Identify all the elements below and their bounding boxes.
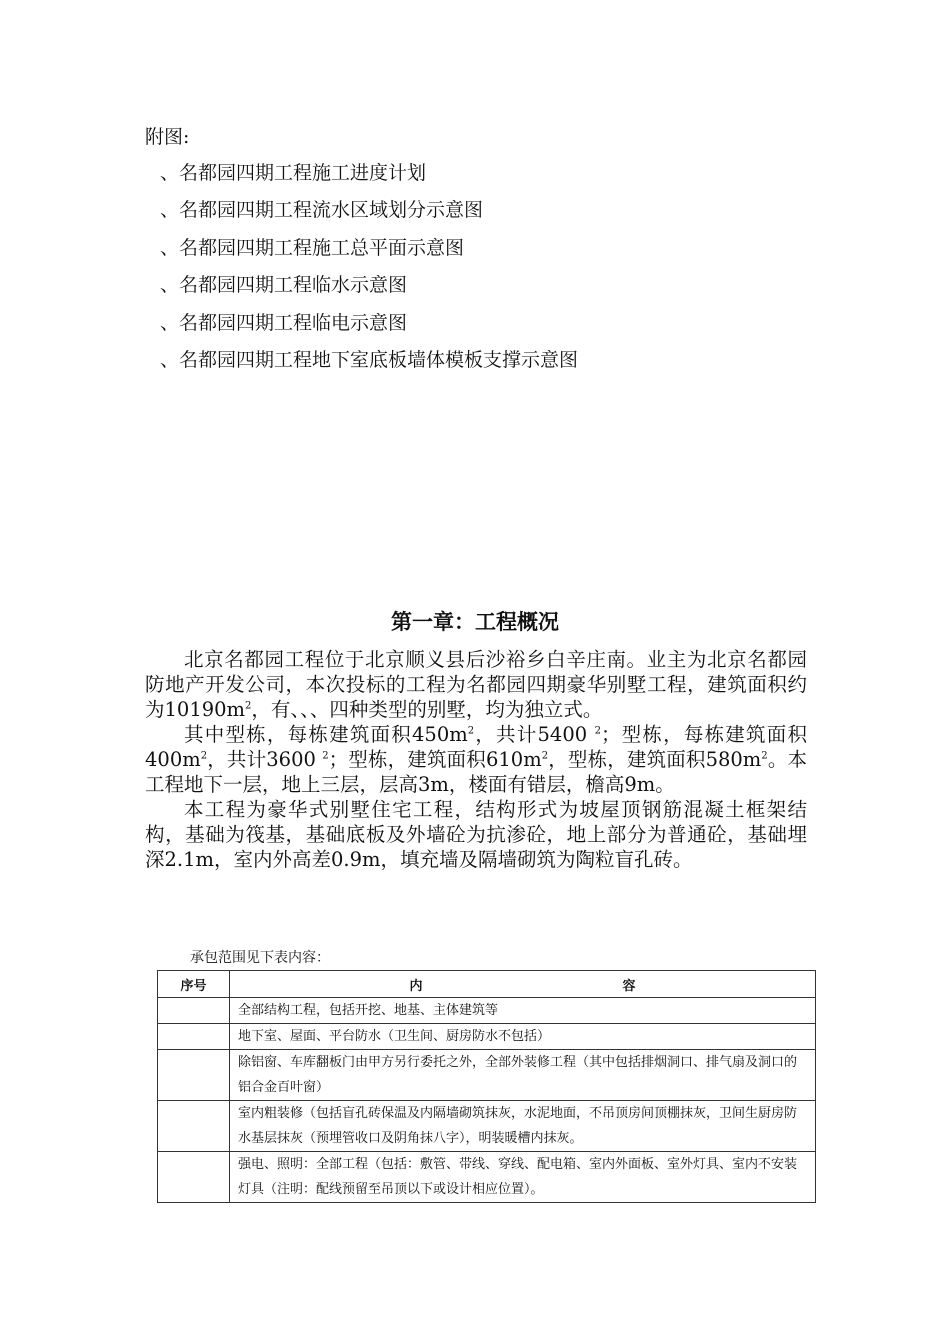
paragraph-structure: 本工程为豪华式别墅住宅工程，结构形式为坡屋顶钢筋混凝土框架结构，基础为筏基，基础底板及外墙砼为抗渗砼，地上部分为普通砼，基础埋深2.1m，室内外高差0.9m，填充墙及隔墙砌筑为陶粒盲孔砖。 (145, 798, 807, 871)
superscript: 2 (322, 750, 329, 762)
header-content-b: 容 (622, 978, 636, 994)
cell-num (158, 1050, 230, 1101)
text-run: ；型栋，每栋建筑面积400m (145, 723, 807, 771)
cell-num (158, 1101, 230, 1152)
superscript: 2 (245, 700, 252, 712)
scope-caption: 承包范围见下表内容： (190, 950, 330, 966)
appendix-item: 、名都园四期工程施工进度计划 (160, 162, 427, 184)
text-run: 北京名都园工程位于北京顺义县后沙裕乡白辛庄南。业主为北京名都园防地产开发公司，本次投标的工程为名都园四期豪华别墅工程，建筑面积约为10190m (145, 648, 807, 721)
scope-table (157, 970, 816, 1203)
paragraph-overview (145, 647, 807, 722)
cell-num (158, 1152, 230, 1203)
cell-content: 地下室、屋面、平台防水（卫生间、厨房防水不包括） (230, 1024, 816, 1050)
table-row (158, 1152, 816, 1203)
appendix-item: 、名都园四期工程施工总平面示意图 (160, 236, 465, 259)
table-row (158, 998, 816, 1024)
superscript: 2 (541, 750, 549, 762)
superscript: 2 (761, 750, 768, 762)
cell-num (158, 998, 230, 1024)
text-run: ，共计5400 (474, 723, 595, 746)
text-run: ，共计3600 (207, 748, 323, 771)
table-row (158, 1101, 816, 1152)
text-run: ，有、、、四种类型的别墅，均为独立式。 (251, 698, 603, 721)
superscript: 2 (594, 725, 601, 737)
header-num: 序号 (158, 971, 230, 998)
text-run: 其中型栋，每栋建筑面积450m (184, 723, 468, 746)
appendix-list (160, 160, 578, 384)
text-run: 。本工程地下一层，地上三层，层高3m，楼面有错层，檐高9m。 (145, 748, 807, 796)
appendix-item: 、名都园四期工程流水区域划分示意图 (160, 199, 484, 222)
cell-content: 强电、照明：全部工程（包括：敷管、带线、穿线、配电箱、室内外面板、室外灯具、室内不安装灯具（注明：配线预留至吊顶以下或设计相应位置）。 (230, 1152, 816, 1203)
cell-content: 室内粗装修（包括盲孔砖保温及内隔墙砌筑抹灰，水泥地面，不吊顶房间顶棚抹灰，卫间生厨房防水基层抹灰（预埋管收口及阴角抹八字），明装暖槽内抹灰。 (230, 1101, 816, 1152)
cell-num (158, 1024, 230, 1050)
table-row (158, 1024, 816, 1050)
paragraph-types (145, 722, 807, 797)
table-header-row (158, 971, 816, 998)
header-content-a: 内 (409, 978, 423, 994)
chapter-body (145, 647, 807, 872)
chapter-title: 第一章：工程概况 (391, 610, 559, 634)
superscript: 2 (467, 725, 475, 737)
appendix-item: 、名都园四期工程地下室底板墙体模板支撑示意图 (160, 348, 579, 371)
table-row (158, 1050, 816, 1101)
appendix-title: 附图: (145, 126, 190, 148)
cell-content: 除铝窗、车库翻板门由甲方另行委托之外，全部外装修工程（其中包括排烟洞口、排气扇及洞口的铝合金百叶窗） (230, 1050, 816, 1101)
cell-content: 全部结构工程，包括开挖、地基、主体建筑等 (230, 998, 816, 1024)
text-run: ，型栋，建筑面积580m (548, 748, 762, 771)
text-run: ；型栋，建筑面积610m (328, 748, 542, 771)
header-content (230, 971, 816, 998)
superscript: 2 (200, 750, 208, 762)
appendix-item: 、名都园四期工程临电示意图 (160, 311, 408, 334)
appendix-item: 、名都园四期工程临水示意图 (160, 274, 408, 297)
